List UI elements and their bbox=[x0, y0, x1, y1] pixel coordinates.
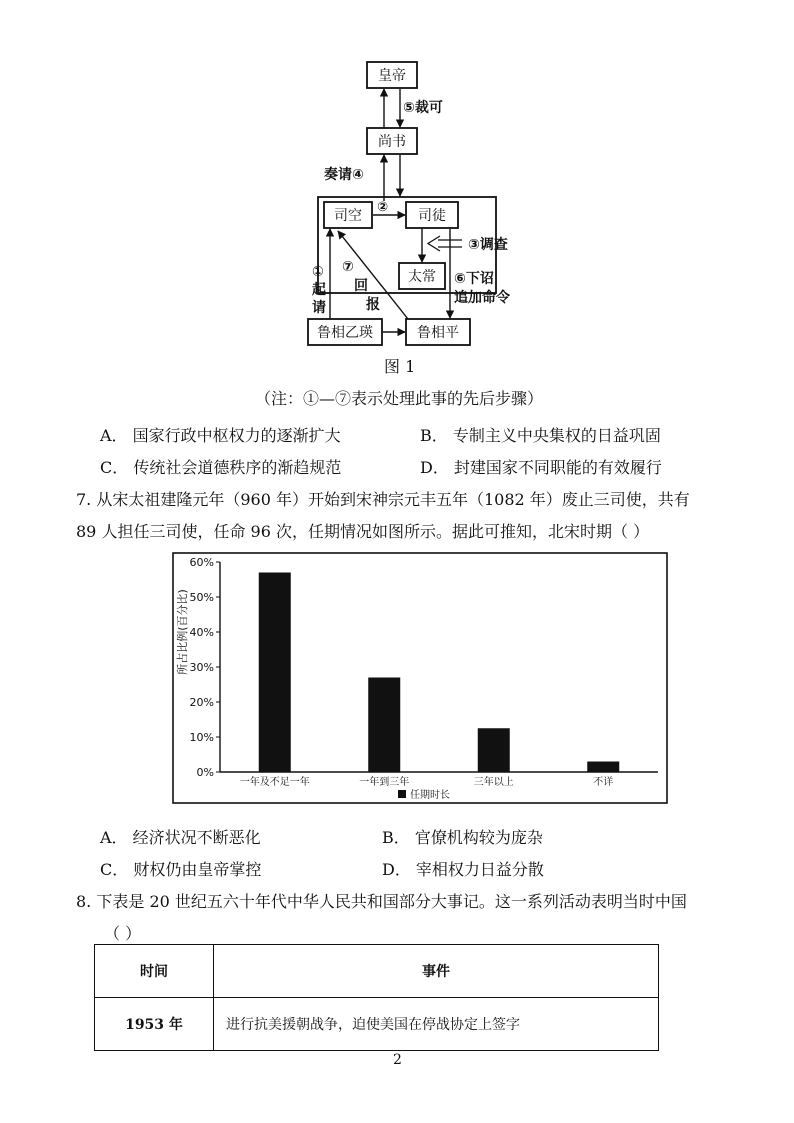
x-tick-label: 三年以上 bbox=[473, 777, 514, 788]
step7-label-2: 报 bbox=[366, 297, 380, 313]
page-number: 2 bbox=[393, 1052, 402, 1068]
events-table bbox=[94, 944, 659, 1051]
y-tick-label: 0% bbox=[196, 766, 214, 779]
q7-option-d[interactable]: D． 宰相权力日益分散 bbox=[382, 860, 544, 879]
table-cell-time: 1953 年 bbox=[95, 998, 214, 1051]
q6-option-c[interactable]: C． 传统社会道德秩序的渐趋规范 bbox=[100, 458, 342, 477]
bar-2 bbox=[478, 728, 510, 772]
table-cell-event: 进行抗美援朝战争，迫使美国在停战协定上签字 bbox=[214, 998, 659, 1051]
q7-option-a[interactable]: A． 经济状况不断恶化 bbox=[100, 828, 261, 847]
figure1-caption: 图 1 bbox=[384, 357, 416, 376]
svg-text:尚书: 尚书 bbox=[378, 134, 406, 150]
q7-option-b[interactable]: B． 官僚机构较为庞杂 bbox=[382, 828, 543, 847]
bar-1 bbox=[368, 678, 400, 773]
node-luxiang-ping bbox=[406, 319, 470, 345]
figure1-note: （注：①—⑦表示处理此事的先后步骤） bbox=[255, 389, 544, 408]
step1-label-num: ① bbox=[312, 264, 324, 280]
legend-swatch bbox=[398, 790, 406, 798]
tenure-bar-chart bbox=[172, 552, 668, 804]
q6-option-a[interactable]: A． 国家行政中枢权力的逐渐扩大 bbox=[100, 426, 341, 445]
q7-stem-line1: 7. 从宋太祖建隆元年（960 年）开始到宋神宗元丰五年（1082 年）废止三司使，共有 bbox=[76, 490, 690, 509]
figure1-diagram bbox=[300, 55, 540, 355]
table-header-event: 事件 bbox=[214, 945, 659, 998]
node-luxiang-yiying bbox=[308, 319, 382, 345]
table-header-row bbox=[95, 945, 659, 998]
q8-stem-line2: （ ） bbox=[104, 924, 142, 943]
step7-label-1: 回 bbox=[354, 278, 368, 294]
arrow-investigate bbox=[428, 236, 462, 251]
q6-option-b[interactable]: B． 专制主义中央集权的日益巩固 bbox=[420, 426, 661, 445]
step3-label: ③调查 bbox=[468, 237, 508, 253]
q8-stem-line1: 8. 下表是 20 世纪五六十年代中华人民共和国部分大事记。这一系列活动表明当时中国 bbox=[76, 892, 687, 911]
svg-text:司空: 司空 bbox=[334, 208, 362, 224]
svg-text:鲁相乙瑛: 鲁相乙瑛 bbox=[317, 325, 373, 341]
svg-text:司徒: 司徒 bbox=[418, 208, 446, 224]
x-tick-label: 一年到三年 bbox=[359, 777, 410, 788]
step6-label-1: ⑥下诏 bbox=[454, 271, 494, 287]
table-header-time: 时间 bbox=[95, 945, 214, 998]
y-tick-label: 50% bbox=[189, 591, 214, 604]
x-tick-label: 不详 bbox=[593, 777, 614, 788]
step1-label-1: 起 bbox=[312, 282, 326, 298]
q7-stem-line2: 89 人担任三司使，任命 96 次，任期情况如图所示。据此可推知，北宋时期（ ） bbox=[76, 522, 650, 541]
q7-option-c[interactable]: C． 财权仍由皇帝掌控 bbox=[100, 860, 262, 879]
step2-label: ② bbox=[377, 200, 389, 215]
table-row bbox=[95, 998, 659, 1051]
step1-label-2: 请 bbox=[312, 300, 326, 316]
q6-option-d[interactable]: D． 封建国家不同职能的有效履行 bbox=[420, 458, 662, 477]
y-tick-label: 40% bbox=[189, 626, 214, 639]
node-shangshu bbox=[367, 128, 417, 154]
step4-label: 奏请④ bbox=[324, 167, 364, 183]
y-axis-label: 所占比例(百分比) bbox=[176, 589, 189, 675]
y-tick-label: 20% bbox=[189, 696, 214, 709]
svg-text:太常: 太常 bbox=[408, 269, 436, 285]
node-emperor bbox=[367, 62, 417, 88]
y-tick-label: 30% bbox=[189, 661, 214, 674]
y-tick-label: 10% bbox=[189, 731, 214, 744]
legend-label: 任期时长 bbox=[410, 790, 450, 801]
node-situ bbox=[406, 202, 458, 228]
step6-label-2: 追加命令 bbox=[454, 290, 510, 306]
step7-label-num: ⑦ bbox=[342, 259, 354, 275]
bar-3 bbox=[587, 762, 619, 773]
y-tick-label: 60% bbox=[189, 556, 214, 569]
bar-0 bbox=[259, 573, 291, 773]
step5-label: ⑤裁可 bbox=[403, 100, 443, 116]
svg-text:鲁相平: 鲁相平 bbox=[417, 325, 459, 341]
svg-text:皇帝: 皇帝 bbox=[378, 68, 406, 84]
node-taichang bbox=[399, 263, 445, 289]
node-sikong bbox=[324, 202, 372, 228]
x-tick-label: 一年及不足一年 bbox=[239, 777, 310, 788]
